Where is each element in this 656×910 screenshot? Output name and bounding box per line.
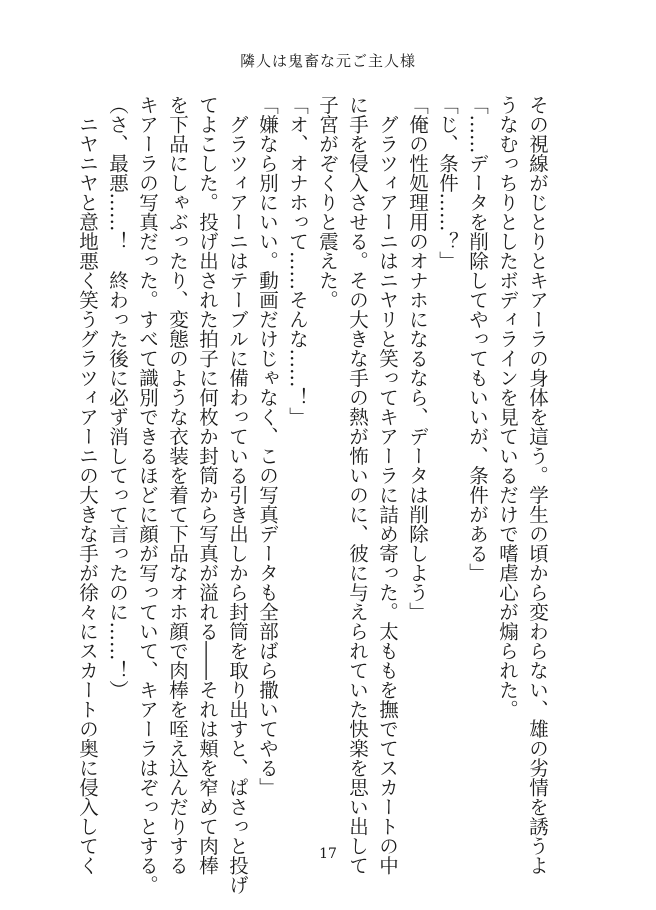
text-line: （さ、最悪……！ 終わった後に必ず消してって言ったのに……！） [106, 95, 129, 700]
text-line: 「……データを削除してやってもいいが、条件がある」 [466, 95, 489, 583]
text-line: 子宮がぞくりと震えた。 [316, 95, 339, 310]
text-line: 「じ、条件……？」 [436, 95, 459, 271]
text-line: 「オ、オナホって……そんな……！」 [286, 95, 309, 427]
text-line: 「俺の性処理用のオナホになるなら、データは削除しよう」 [406, 95, 429, 622]
text-line: その視線がじとりとキアーラの身体を這う。学生の頃から変わらない、雄の劣情を誘うよ [526, 95, 549, 875]
text-line: に手を侵入させる。その大きな手の熱が怖いのに、彼に与えられていた快楽を思い出して [346, 95, 369, 875]
text-line: グラツィアーニはテーブルに備わっている引き出しから封筒を取り出すと、ぱさっと投げ [226, 95, 249, 895]
text-line: うなむっちりとしたボディラインを見ているだけで嗜虐心が煽られた。 [496, 95, 519, 719]
text-line: を下品にしゃぶったり、変態のような衣装を着て下品なオホ顔で肉棒を咥え込んだりする [166, 95, 189, 875]
text-line: てよこした。投げ出された拍子に何枚か封筒から写真が溢れる――それは頬を窄めて肉棒 [196, 95, 219, 875]
text-line: キアーラの写真だった。すべて識別できるほどに顔が写っていて、キアーラはぞっとする。 [136, 95, 159, 895]
text-line: グラツィアーニはニヤリと笑ってキアーラに詰め寄った。太ももを撫でてスカートの中 [376, 95, 399, 875]
running-header-title: 隣人は鬼畜な元ご主人様 [239, 52, 416, 70]
page-number: 17 [319, 846, 337, 862]
text-line: 「嫌なら別にいい。動画だけじゃなく、この写真データも全部ばら撒いてやる」 [256, 95, 279, 797]
text-line: ニヤニヤと意地悪く笑うグラツィアーニの大きな手が徐々にスカートの奥に侵入してく [76, 95, 99, 875]
